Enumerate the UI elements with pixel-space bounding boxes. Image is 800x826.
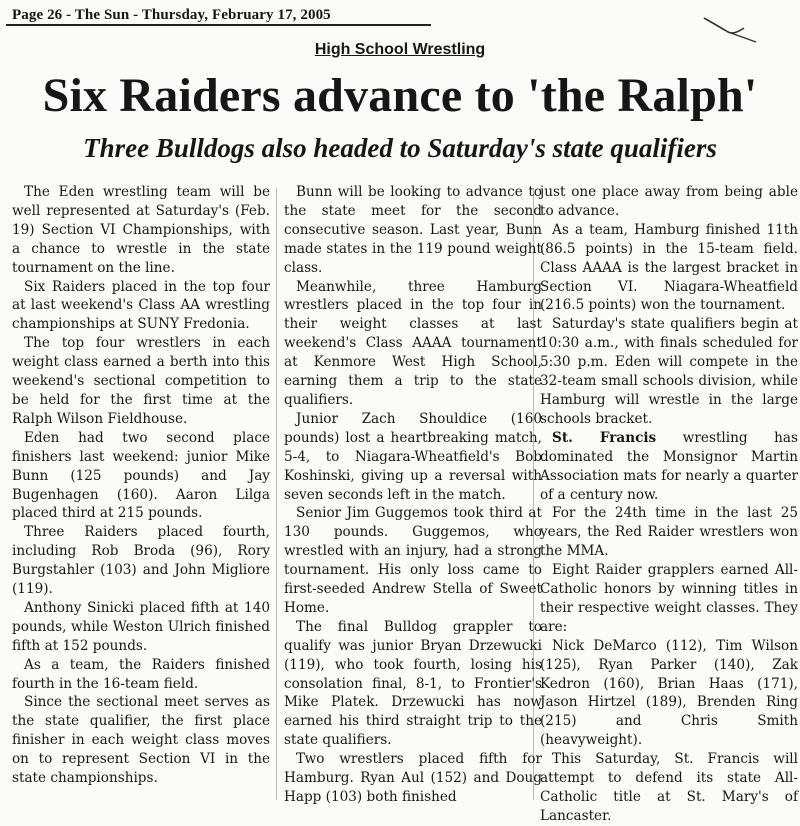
paragraph: As a team, Hamburg finished 11th (86.5 points) in the 15-team field. Class AAAA is the largest bracket in Section VI. Niagara-Wheatfield (216.5 points) won the tournament. — [540, 221, 798, 314]
folio-rule — [6, 24, 431, 26]
deck-subheadline: Three Bulldogs also headed to Saturday's state qualifiers — [83, 133, 717, 163]
paragraph: Two wrestlers placed fifth for Hamburg. Ryan Aul (152) and Doug Happ (103) both finished — [284, 751, 542, 805]
section-kicker: High School Wrestling — [314, 41, 486, 58]
paragraph: Since the sectional meet serves as the state qualifier, the first place finisher in each weight class moves on to represent Section VI in the state championships. — [12, 694, 270, 787]
paragraph: Three Raiders placed fourth, including Rob Broda (96), Rory Burgstahler (103) and John Migliore (119). — [12, 524, 270, 598]
school-name: St. Francis — [552, 429, 657, 446]
paragraph: Six Raiders placed in the top four at last weekend's Class AA wrestling championships at SUNY Fredonia. — [12, 278, 270, 333]
paragraph: Nick DeMarco (112), Tim Wilson (125), Ryan Parker (140), Zak Kedron (160), Brian Haas (171), Jason Hirtzel (189), Brenden Ring (215) and Chris Smith (heavyweight). — [540, 637, 798, 749]
paragraph: Senior Jim Guggemos took third at 130 pounds. Guggemos, who wrestled with an injury, had a strong tournament. His only loss came to first-seeded Andrew Stella of Sweet Home. — [284, 505, 542, 616]
paragraph-text: wrestling has dominated the Monsignor Martin Association mats for nearly a quarter of a century now. — [540, 429, 799, 503]
paragraph-continuation: just one place away from being able to advance. — [540, 184, 798, 219]
paragraph: For the 24th time in the last 25 years, the Red Raider wrestlers won the MMA. — [540, 505, 798, 560]
article-column-3 — [540, 183, 798, 826]
column-divider — [276, 188, 277, 800]
paragraph: Junior Zach Shouldice (160 pounds) lost a heartbreaking match, 5-4, to Niagara-Wheatfield's Bob Koshinski, giving up a reversal with seven seconds left in the match. — [284, 410, 542, 503]
paragraph: Anthony Sinicki placed fifth at 140 pounds, while Weston Ulrich finished fifth at 152 pounds. — [12, 599, 270, 654]
paragraph: Eight Raider grapplers earned All-Catholic honors by winning titles in their respective weight classes. They are: — [540, 562, 798, 635]
paragraph — [540, 429, 798, 505]
paragraph: The top four wrestlers in each weight class earned a berth into this weekend's sectional competition to be held for the first time at the Ralph Wilson Fieldhouse. — [12, 335, 270, 427]
paragraph: Meanwhile, three Hamburg wrestlers placed in the top four in their weight classes at last weekend's Class AAAA tournament at Kenmore West High School, earning them a trip to the state qualifiers. — [284, 278, 542, 408]
paragraph: As a team, the Raiders finished fourth in the 16-team field. — [12, 656, 270, 692]
paragraph: The Eden wrestling team will be well represented at Saturday's (Feb. 19) Section VI Championships, with a chance to wrestle in the state tournament on the line. — [12, 184, 270, 276]
paragraph: Bunn will be looking to advance to the state meet for the second consecutive season. Last year, Bunn made states in the 119 pound weight class. — [284, 184, 542, 276]
paragraph: The final Bulldog grappler to qualify was junior Bryan Drzewucki (119), who took fourth, losing his consolation final, 8-1, to Frontier's Mike Platek. Drzewucki has now earned his third straight trip to the state qualifiers. — [284, 618, 542, 749]
page-folio: Page 26 - The Sun - Thursday, February 17, 2005 — [12, 7, 331, 23]
paragraph: This Saturday, St. Francis will attempt to defend its state All-Catholic title at St. Mary's of Lancaster. — [540, 751, 798, 824]
article-column-2 — [284, 183, 542, 807]
headline: Six Raiders advance to 'the Ralph' — [42, 69, 758, 122]
article-column-1 — [12, 183, 270, 788]
paragraph: Saturday's state qualifiers begin at 10:30 a.m., with finals scheduled for 5:30 p.m. Eden will compete in the 32-team small schools division, while Hamburg will wrestle in the large schools bracket. — [540, 316, 798, 427]
paragraph: Eden had two second place finishers last weekend: junior Mike Bunn (125 pounds) and Jay Bugenhagen (160). Aaron Lilga placed third at 215 pounds. — [12, 429, 270, 522]
pen-mark — [700, 4, 760, 44]
